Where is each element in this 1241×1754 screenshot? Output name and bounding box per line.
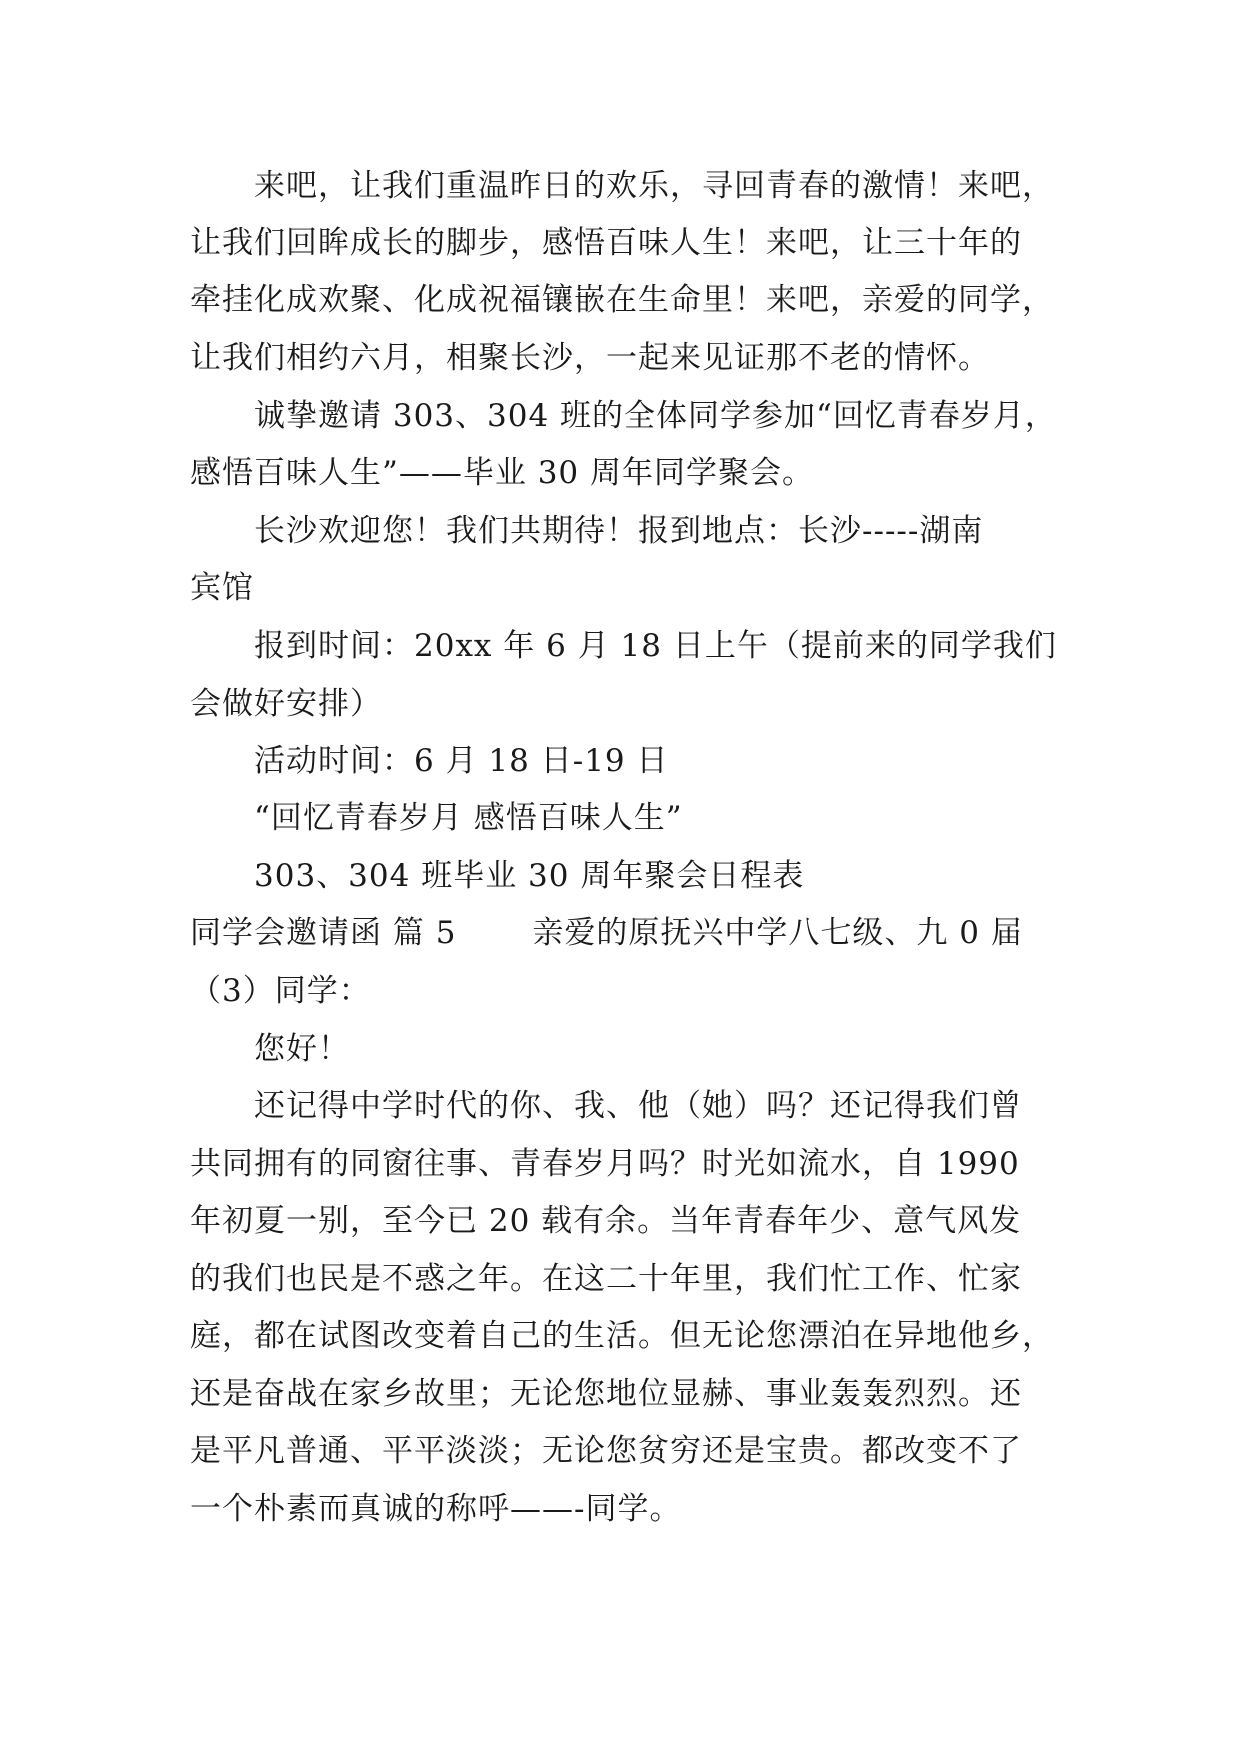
paragraph-line: 报到时间：20xx 年 6 月 18 日上午（提前来的同学我们 xyxy=(254,628,1057,664)
paragraph-line: 303、304 班毕业 30 周年聚会日程表 xyxy=(254,858,805,894)
paragraph-line: “回忆青春岁月 感悟百味人生” xyxy=(254,800,683,836)
paragraph-line: 牵挂化成欢聚、化成祝福镶嵌在生命里！来吧，亲爱的同学， xyxy=(190,282,1054,318)
paragraph-line: 庭，都在试图改变着自己的生活。但无论您漂泊在异地他乡， xyxy=(190,1318,1054,1354)
paragraph-line: 会做好安排） xyxy=(190,686,382,722)
paragraph-line: 还记得中学时代的你、我、他（她）吗？还记得我们曾 xyxy=(254,1088,1022,1124)
greeting-line: 您好！ xyxy=(254,1031,350,1067)
section-heading-line: 同学会邀请函 篇 5 亲爱的原抚兴中学八七级、九 0 届 xyxy=(190,915,1023,951)
paragraph-line: 活动时间：6 月 18 日-19 日 xyxy=(254,743,669,779)
paragraph-line: 长沙欢迎您！我们共期待！报到地点：长沙-----湖南 xyxy=(254,513,984,549)
paragraph-line: 来吧，让我们重温昨日的欢乐，寻回青春的激情！来吧， xyxy=(254,168,1054,204)
paragraph-line: 感悟百味人生”——毕业 30 周年同学聚会。 xyxy=(190,455,815,491)
paragraph-line: 还是奋战在家乡故里；无论您地位显赫、事业轰轰烈烈。还 xyxy=(190,1376,1022,1412)
paragraph-line: 让我们相约六月，相聚长沙，一起来见证那不老的情怀。 xyxy=(190,340,990,376)
paragraph-line: 共同拥有的同窗往事、青春岁月吗？时光如流水，自 1990 xyxy=(190,1146,1020,1182)
paragraph-line: 宾馆 xyxy=(190,570,254,606)
paragraph-line: （3）同学： xyxy=(190,973,371,1009)
paragraph-line: 一个朴素而真诚的称呼——-同学。 xyxy=(190,1491,682,1527)
paragraph-line: 的我们也民是不惑之年。在这二十年里，我们忙工作、忙家 xyxy=(190,1261,1022,1297)
paragraph-line: 年初夏一别，至今已 20 载有余。当年青春年少、意气风发 xyxy=(190,1203,1022,1239)
paragraph-line: 是平凡普通、平平淡淡；无论您贫穷还是宝贵。都改变不了 xyxy=(190,1433,1022,1469)
paragraph-line: 诚挚邀请 303、304 班的全体同学参加“回忆青春岁月， xyxy=(254,398,1057,434)
paragraph-line: 让我们回眸成长的脚步，感悟百味人生！来吧，让三十年的 xyxy=(190,225,1022,261)
